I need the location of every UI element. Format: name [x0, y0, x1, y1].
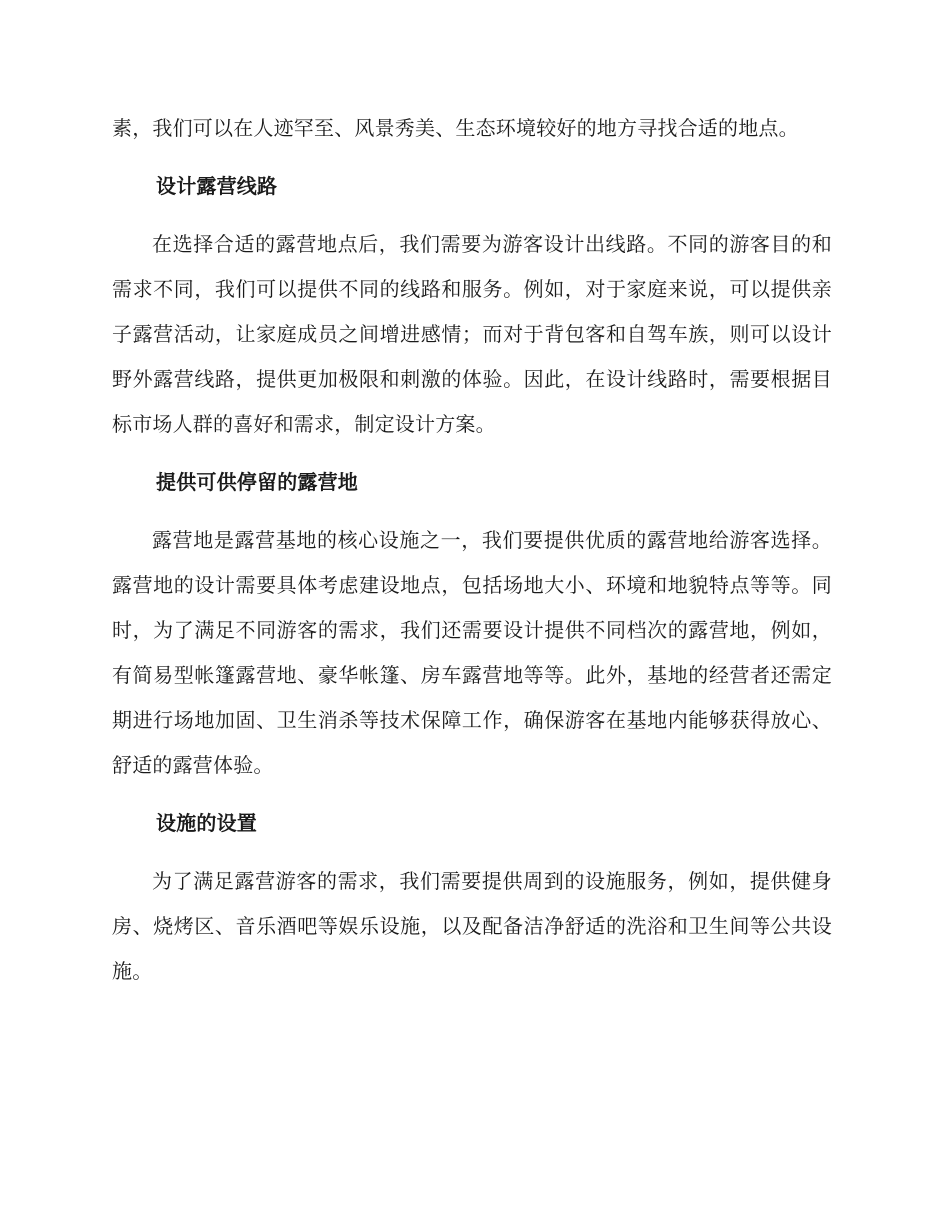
section-body-route-design: 在选择合适的露营地点后，我们需要为游客设计出线路。不同的游客目的和需求不同，我们可以提供不同的线路和服务。例如，对于家庭来说，可以提供亲子露营活动，让家庭成员之间增进感情；而对于背包客和自驾车族，则可以设计野外露营线路，提供更加极限和刺激的体验。因此，在设计线路时，需要根据目标市场人群的喜好和需求，制定设计方案。 [112, 232, 832, 436]
section-body-campsite: 露营地是露营基地的核心设施之一，我们要提供优质的露营地给游客选择。露营地的设计需要具体考虑建设地点，包括场地大小、环境和地貌特点等等。同时，为了满足不同游客的需求，我们还需要设计提供不同档次的露营地，例如，有简易型帐篷露营地、豪华帐篷、房车露营地等等。此外，基地的经营者还需定期进行场地加固、卫生消杀等技术保障工作，确保游客在基地内能够获得放心、舒适的露营体验。 [112, 528, 832, 777]
section-heading-campsite: 提供可供停留的露营地 [156, 470, 358, 494]
section-heading-route-design: 设计露营线路 [156, 174, 278, 198]
document-page [112, 106, 832, 1007]
section-body-facilities: 为了满足露营游客的需求，我们需要提供周到的设施服务，例如，提供健身房、烧烤区、音乐酒吧等娱乐设施，以及配备洁净舒适的洗浴和卫生间等公共设施。 [112, 869, 832, 983]
section-heading-facilities: 设施的设置 [156, 811, 257, 835]
continuation-paragraph: 素，我们可以在人迹罕至、风景秀美、生态环境较好的地方寻找合适的地点。 [112, 116, 799, 140]
